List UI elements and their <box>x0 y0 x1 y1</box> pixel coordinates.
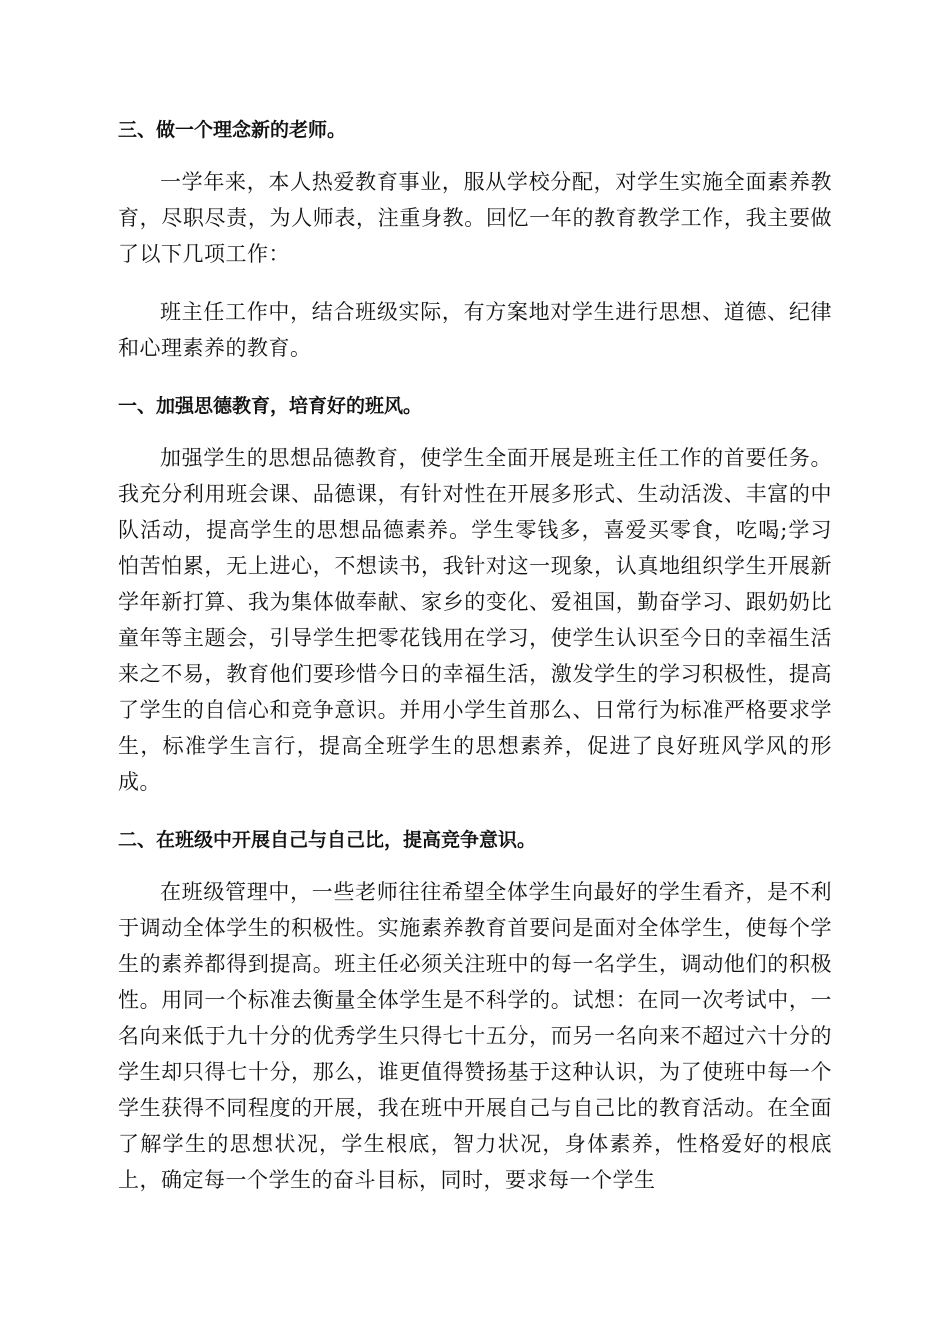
moral-education-paragraph: 加强学生的思想品德教育，使学生全面开展是班主任工作的首要任务。我充分利用班会课、品德课，有针对性在开展多形式、生动活泼、丰富的中队活动，提高学生的思想品德素养。学生零钱多，喜爱买零食，吃喝;学习怕苦怕累，无上进心，不想读书，我针对这一现象，认真地组织学生开展新学年新打算、我为集体做奉献、家乡的变化、爱祖国，勤奋学习、跟奶奶比童年等主题会，引导学生把零花钱用在学习，使学生认识至今日的幸福生活来之不易，教育他们要珍惜今日的幸福生活，激发学生的学习积极性，提高了学生的自信心和竞争意识。并用小学生首那么、日常行为标准严格要求学生，标准学生言行，提高全班学生的思想素养，促进了良好班风学风的形成。 <box>118 446 832 794</box>
intro-paragraph: 一学年来，本人热爱教育事业，服从学校分配，对学生实施全面素养教育，尽职尽责，为人师表，注重身教。回忆一年的教育教学工作，我主要做了以下几项工作： <box>118 170 832 266</box>
section-heading-1: 一、加强思德教育，培育好的班风。 <box>118 395 423 417</box>
section-heading-3: 三、做一个理念新的老师。 <box>118 119 347 141</box>
document-page <box>118 112 832 1198</box>
section-heading-2: 二、在班级中开展自己与自己比，提高竞争意识。 <box>118 829 537 851</box>
class-teacher-paragraph: 班主任工作中，结合班级实际，有方案地对学生进行思想、道德、纪律和心理素养的教育。 <box>118 300 832 360</box>
self-comparison-paragraph: 在班级管理中，一些老师往往希望全体学生向最好的学生看齐，是不利于调动全体学生的积极性。实施素养教育首要问是面对全体学生，使每个学生的素养都得到提高。班主任必须关注班中的每一名学生，调动他们的积极性。用同一个标准去衡量全体学生是不科学的。试想：在同一次考试中，一名向来低于九十分的优秀学生只得七十五分，而另一名向来不超过六十分的学生却只得七十分，那么，谁更值得赞扬基于这种认识，为了使班中每一个学生获得不同程度的开展，我在班中开展自己与自己比的教育活动。在全面了解学生的思想状况，学生根底，智力状况，身体素养，性格爱好的根底上，确定每一个学生的奋斗目标，同时，要求每一个学生 <box>118 880 832 1192</box>
